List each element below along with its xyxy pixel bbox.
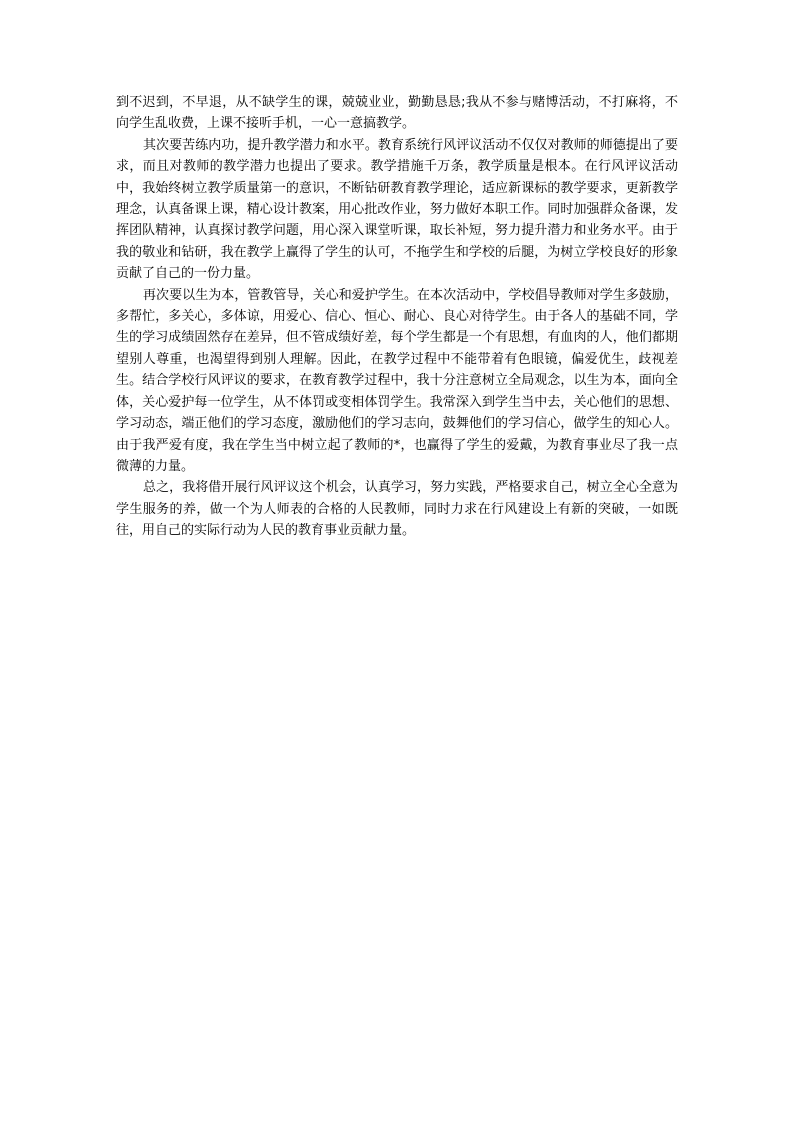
paragraph-student-care: 再次要以生为本，管教管导，关心和爱护学生。在本次活动中，学校倡导教师对学生多鼓励，多帮忙，多关心，多体谅，用爱心、信心、恒心、耐心、良心对待学生。由于各人的基础不同，学生的学习成绩固然存在差异，但不管成绩好差，每个学生都是一个有思想，有血肉的人，他们都期望别人尊重，也渴望得到别人理解。因此，在教学过程中不能带着有色眼镜，偏爱优生，歧视差生。结合学校行风评议的要求，在教育教学过程中，我十分注意树立全局观念，以生为本，面向全体，关心爱护每一位学生，从不体罚或变相体罚学生。我常深入到学生当中去，关心他们的思想、学习动态，端正他们的学习态度，激励他们的学习志向，鼓舞他们的学习信心，做学生的知心人。由于我严爱有度，我在学生当中树立起了教师的*，也赢得了学生的爱戴，为教育事业尽了我一点微薄的力量。	[116, 287, 678, 474]
paragraph-teaching-ability: 其次要苦练内功，提升教学潜力和水平。教育系统行风评议活动不仅仅对教师的师德提出了要求，而且对教师的教学潜力也提出了要求。教学措施千万条，教学质量是根本。在行风评议活动中，我始终树立教学质量第一的意识，不断钻研教育教学理论，适应新课标的教学要求，更新教学理念，认真备课上课，精心设计教案，用心批改作业，努力做好本职工作。同时加强群众备课，发挥团队精神，认真探讨教学问题，用心深入课堂听课，取长补短，努力提升潜力和业务水平。由于我的敬业和钻研，我在教学上赢得了学生的认可，不拖学生和学校的后腿，为树立学校良好的形象贡献了自己的一份力量。	[116, 137, 678, 282]
paragraph-continuation: 到不迟到，不早退，从不缺学生的课，兢兢业业，勤勤恳恳;我从不参与赌博活动，不打麻将，不向学生乱收费，上课不接听手机，一心一意搞教学。	[116, 95, 678, 132]
document-body	[116, 92, 678, 542]
paragraph-conclusion: 总之，我将借开展行风评议这个机会，认真学习，努力实践，严格要求自己，树立全心全意为学生服务的养，做一个为人师表的合格的人民教师，同时力求在行风建设上有新的突破，一如既往，用自己的实际行动为人民的教育事业贡献力量。	[116, 480, 678, 539]
